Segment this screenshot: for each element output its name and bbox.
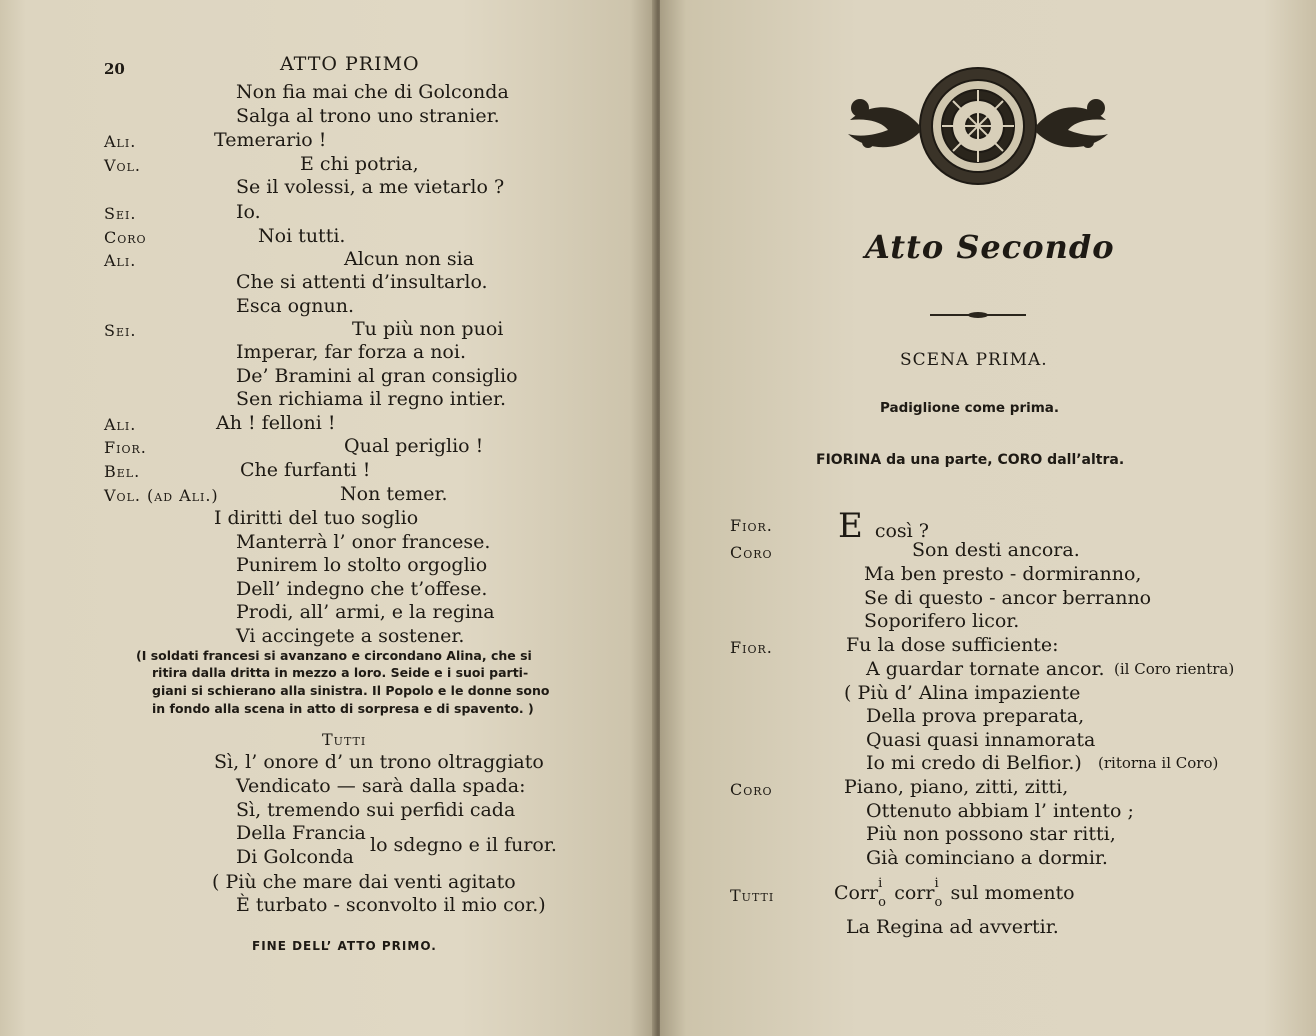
right-page	[660, 0, 1316, 1036]
verse-line: Salga al trono uno stranier.	[236, 105, 500, 127]
verse-line: Di Golconda	[236, 846, 354, 868]
verse-line: E chi potria,	[300, 153, 419, 175]
verse-line: Esca ognun.	[236, 295, 354, 317]
verse-line: Tu più non puoi	[352, 318, 504, 340]
left-page	[0, 0, 656, 1036]
verse-line: Dell’ indegno che t’offese.	[236, 578, 488, 600]
verse-line: Prodi, all’ armi, e la regina	[236, 601, 495, 623]
verse-line: Io.	[236, 201, 261, 223]
verse-line: La Regina ad avvertir.	[846, 916, 1059, 938]
verse-line: lo sdegno e il furor.	[370, 834, 557, 856]
verse-line: Manterrà l’ onor francese.	[236, 531, 491, 553]
end-note: FINE DELL’ ATTO PRIMO.	[252, 939, 437, 953]
verse-line: A guardar tornate ancor.	[866, 658, 1105, 680]
speaker-label: Fior.	[104, 438, 147, 457]
speaker-label: Vol.	[104, 156, 141, 175]
verse-line: Alcun non sia	[344, 248, 475, 270]
verse-line: ( Più che mare dai venti agitato	[212, 871, 516, 893]
verse-line: I diritti del tuo soglio	[214, 507, 419, 529]
verse-line: Sì, l’ onore d’ un trono oltraggiato	[214, 751, 544, 773]
verse-line: Vendicato — sarà dalla spada:	[236, 775, 526, 797]
scene-title: SCENA PRIMA.	[900, 350, 1048, 370]
verse-line: È turbato - sconvolto il mio cor.)	[236, 894, 546, 916]
speaker-label: Coro	[730, 543, 773, 562]
verse-line: Della prova preparata,	[866, 705, 1085, 727]
title-rule	[930, 314, 1026, 316]
stage-note: (il Coro rientra)	[1114, 660, 1235, 678]
verse-line: Io mi credo di Belfior.)	[866, 752, 1082, 774]
speaker-label: Coro	[104, 228, 147, 247]
speaker-label: Sei.	[104, 321, 137, 340]
verse-line: Sì, tremendo sui perfidi cada	[236, 799, 516, 821]
speaker-label: Sei.	[104, 204, 137, 223]
verse-line: Noi tutti.	[258, 225, 346, 247]
setting: Padiglione come prima.	[880, 400, 1060, 416]
stage-direction-line: giani si schierano alla sinistra. Il Popolo e le donne sono	[152, 683, 550, 698]
speaker-label: Ali.	[104, 415, 137, 434]
verse-line: Ah ! felloni !	[216, 412, 336, 434]
verse-line: Son desti ancora.	[912, 539, 1080, 561]
speaker-label: Fior.	[730, 516, 773, 535]
verse-line: Che si attenti d’insultarlo.	[236, 271, 488, 293]
verse-line: ( Più d’ Alina impaziente	[844, 682, 1081, 704]
verse-line: Già cominciano a dormir.	[866, 847, 1108, 869]
verse-line: Ottenuto abbiam l’ intento ;	[866, 800, 1134, 822]
verse-line: Se il volessi, a me vietarlo ?	[236, 176, 505, 198]
page-number: 20	[104, 60, 125, 78]
verse-line: Temerario !	[214, 129, 327, 151]
verse-line: Corr$^i$ o corr$^i$ o sul momento	[834, 876, 1075, 910]
verse-line: Non fia mai che di Golconda	[236, 81, 509, 103]
stage-direction-line: ritira dalla dritta in mezzo a loro. Seide e i suoi parti-	[152, 665, 529, 680]
verse-line: Punirem lo stolto orgoglio	[236, 554, 488, 576]
verse-line: Piano, piano, zitti, zitti,	[844, 776, 1069, 798]
verse-line: Della Francia	[236, 822, 366, 844]
verse-line: Quasi quasi innamorata	[866, 729, 1096, 751]
act-title: Atto Secondo	[865, 228, 1115, 266]
characters: FIORINA da una parte, CORO dall’altra.	[816, 452, 1125, 468]
speaker-label: Fior.	[730, 638, 773, 657]
drop-cap: E	[838, 506, 863, 546]
verse-line: Soporifero licor.	[864, 610, 1020, 632]
verse-line: Più non possono star ritti,	[866, 823, 1116, 845]
verse-line: Qual periglio !	[344, 435, 484, 457]
verse-line: Fu la dose sufficiente:	[846, 634, 1059, 656]
verse-line: Sen richiama il regno intier.	[236, 388, 507, 410]
verse-line: Se di questo - ancor berranno	[864, 587, 1152, 609]
speaker-label: Ali.	[104, 132, 137, 151]
verse-line: Ma ben presto - dormiranno,	[864, 563, 1142, 585]
speaker-label: Vol. (ad Ali.)	[104, 486, 219, 505]
verse-line: Imperar, far forza a noi.	[236, 341, 466, 363]
stage-note: (ritorna il Coro)	[1098, 754, 1219, 772]
verse-line: Che furfanti !	[240, 459, 371, 481]
speaker-label: Coro	[730, 780, 773, 799]
stage-direction-line: in fondo alla scena in atto di sorpresa e di spavento. )	[152, 701, 534, 716]
speaker-label: Bel.	[104, 462, 141, 481]
floral-ornament-icon	[838, 60, 1118, 192]
speaker-label: Ali.	[104, 251, 137, 270]
running-head: ATTO PRIMO	[280, 53, 420, 75]
speaker-tutti: Tutti	[322, 730, 367, 749]
verse-line: Vi accingete a sostener.	[236, 625, 465, 647]
verse-line: Non temer.	[340, 483, 448, 505]
verse-line: De’ Bramini al gran consiglio	[236, 365, 518, 387]
stage-direction-line: (I soldati francesi si avanzano e circondano Alina, che si	[136, 648, 532, 663]
verse-line: Ecosì ?	[838, 506, 929, 546]
speaker-label: Tutti	[730, 886, 775, 905]
